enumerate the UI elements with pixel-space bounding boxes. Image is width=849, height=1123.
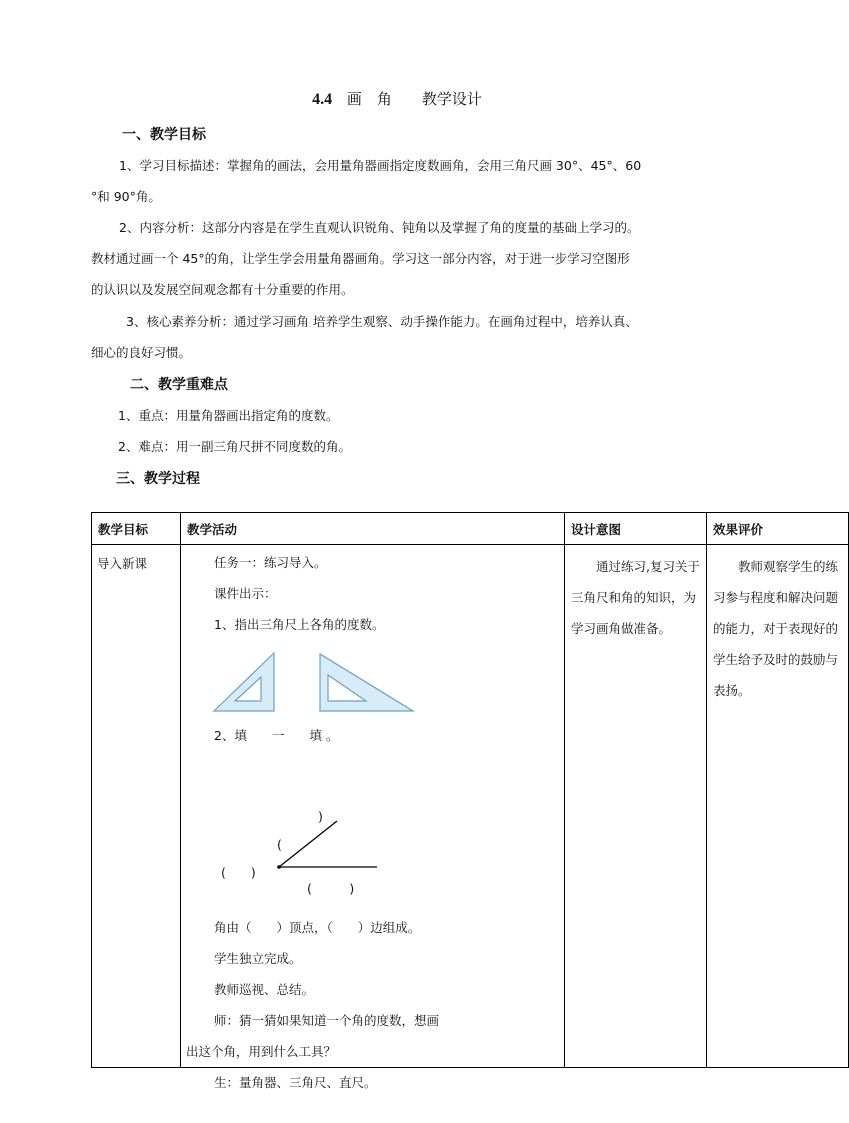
goals-p3-line1: 3、核心素养分析：通过学习画角 培养学生观察、动手操作能力。在画角过程中，培养认真、: [126, 314, 638, 329]
header-evaluation: 效果评价: [707, 513, 849, 545]
activity-show: 课件出示：: [214, 586, 277, 601]
triangle-ruler-right-icon: [320, 654, 413, 711]
table-row: [92, 545, 849, 1068]
goals-p3-line2: 细心的良好习惯。: [91, 345, 192, 360]
keypoint-item-2: 2、难点：用一副三角尺拼不同度数的角。: [118, 439, 351, 454]
process-table: [91, 512, 849, 1090]
activity-task: 任务一：练习导入。: [214, 555, 327, 570]
activity-teacher-question-1: 师：猜一猜如果知道一个角的度数，想画: [214, 1013, 440, 1028]
header-activity: 教学活动: [181, 513, 565, 545]
activity-student-work: 学生独立完成。: [214, 951, 302, 966]
row-goal: 导入新课: [97, 556, 148, 571]
section-keypoints-heading: 二、教学重难点: [130, 377, 228, 393]
activity-student-answer: 生：量角器、三角尺、直尺。: [214, 1075, 377, 1090]
goals-p2-line2: 教材通过画一个 45°的角，让学生学会用量角器画角。学习这一部分内容，对于进一步学习空图形: [91, 251, 630, 266]
goals-p1-line2: °和 90°角。: [91, 189, 161, 204]
table-header-row: [92, 513, 849, 545]
paren-mid: (: [277, 837, 282, 852]
goals-p1-line1: 1、学习目标描述：掌握角的画法，会用量角器画指定度数画角，会用三角尺画 30°、45°、60: [119, 158, 642, 173]
paren-top: ): [318, 809, 323, 824]
goals-p2-line1: 2、内容分析：这部分内容是在学生直观认识锐角、钝角以及掌握了角的度量的基础上学习的。: [119, 220, 640, 235]
activity-teacher-question-2: 出这个角，用到什么工具？: [186, 1044, 337, 1059]
angle-diagram: [277, 807, 379, 877]
row-evaluation: 教师观察学生的练习参与程度和解决问题的能力，对于表现好的学生给予及时的鼓励与表扬。: [713, 559, 839, 698]
keypoint-item-1: 1、重点：用量角器画出指定角的度数。: [118, 408, 339, 423]
lesson-number: 4.4: [312, 91, 333, 108]
paren-bottom: ( ): [307, 881, 355, 896]
section-goals-heading: 一、教学目标: [122, 127, 206, 143]
activity-q2: 2、填 一 填 。: [214, 728, 339, 743]
activity-teacher-tour: 教师巡视、总结。: [214, 982, 315, 997]
header-goal: 教学目标: [92, 513, 181, 545]
activity-fill-line: 角由（ ）顶点，（ ）边组成。: [214, 920, 421, 935]
angle-vertex: [277, 865, 281, 869]
goals-p2-line3: 的认识以及发展空间观念都有十分重要的作用。: [91, 282, 354, 297]
section-process-heading: 三、教学过程: [116, 471, 200, 487]
activity-cell: [181, 545, 564, 1090]
page-title: [0, 88, 794, 109]
header-intent: 设计意图: [565, 513, 707, 545]
lesson-title: 画 角 教学设计: [346, 90, 482, 108]
paren-left: ( ): [221, 865, 256, 880]
angle-ray-upper: [279, 821, 337, 867]
row-intent: 通过练习,复习关于三角尺和角的知识，为学习画角做准备。: [571, 559, 700, 636]
activity-q1: 1、指出三角尺上各角的度数。: [214, 617, 385, 632]
triangle-rulers-illustration: [211, 651, 421, 715]
triangle-ruler-left-icon: [214, 653, 274, 711]
